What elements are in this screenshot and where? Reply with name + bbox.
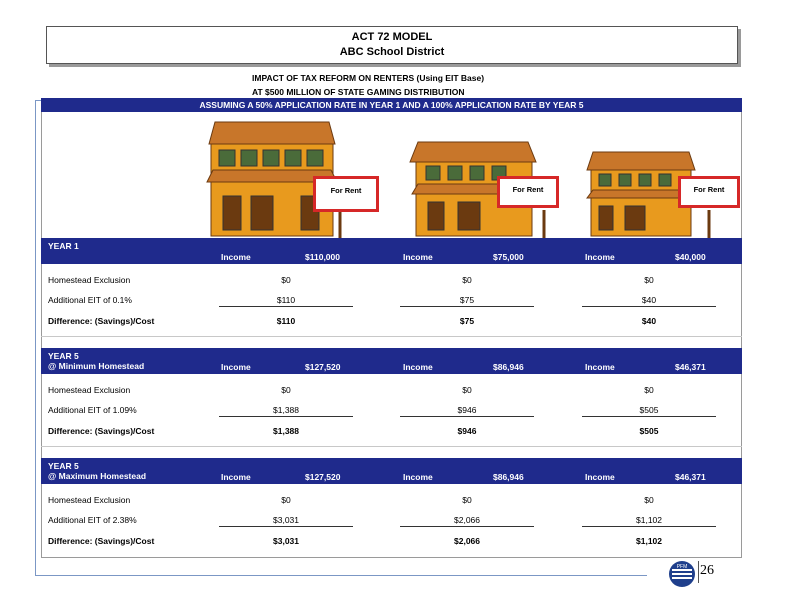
underline (219, 526, 353, 527)
row-value: $110 (276, 295, 296, 305)
title-line-2: ABC School District (339, 46, 445, 58)
row-label: Additional EIT of 0.1% (48, 295, 132, 305)
row-value: $1,102 (636, 515, 662, 525)
row-value: $0 (281, 275, 291, 285)
row-label: Difference: (Savings)/Cost (48, 536, 155, 546)
income-value: $75,000 (493, 252, 524, 262)
row-value: $75 (459, 295, 475, 305)
row-label: Homestead Exclusion (48, 495, 131, 505)
underline (219, 416, 353, 417)
row-value: $0 (462, 275, 472, 285)
section-subheading: @ Maximum Homestead (48, 471, 147, 481)
row-value: $1,102 (636, 536, 662, 546)
row-value: $110 (276, 316, 296, 326)
row-label: Homestead Exclusion (48, 385, 131, 395)
income-value: $46,371 (675, 362, 706, 372)
row-value: $1,388 (273, 426, 299, 436)
section-divider (41, 336, 742, 337)
section-heading: YEAR 1 (48, 241, 79, 251)
row-value: $505 (639, 405, 659, 415)
row-value: $0 (281, 495, 291, 505)
pfm-logo-icon (668, 560, 696, 588)
row-value: $0 (462, 385, 472, 395)
underline (400, 306, 534, 307)
underline (219, 306, 353, 307)
income-value: $127,520 (305, 472, 341, 482)
section-divider (41, 446, 742, 447)
subtitle-line-1: IMPACT OF TAX REFORM ON RENTERS (Using EIT Base) (252, 73, 485, 83)
row-value: $1,388 (273, 405, 299, 415)
section-heading: YEAR 5 (48, 351, 79, 361)
income-value: $86,946 (493, 472, 524, 482)
income-label: Income (403, 252, 433, 262)
section-subheading: @ Minimum Homestead (48, 361, 145, 371)
row-value: $3,031 (273, 515, 299, 525)
income-label: Income (221, 362, 251, 372)
for-rent-sign-1: For Rent (313, 176, 379, 212)
income-label: Income (585, 362, 615, 372)
income-value: $40,000 (675, 252, 706, 262)
for-rent-sign-2: For Rent (497, 176, 559, 208)
row-value: $0 (644, 495, 654, 505)
title-box (46, 26, 738, 64)
income-value: $127,520 (305, 362, 341, 372)
assumption-banner: ASSUMING A 50% APPLICATION RATE IN YEAR 1 AND A 100% APPLICATION RATE BY YEAR 5 (41, 98, 742, 112)
row-value: $0 (281, 385, 291, 395)
row-label: Difference: (Savings)/Cost (48, 316, 155, 326)
row-label: Additional EIT of 2.38% (48, 515, 137, 525)
income-label: Income (403, 362, 433, 372)
page-number-divider (698, 561, 699, 583)
income-value: $86,946 (493, 362, 524, 372)
row-value: $2,066 (454, 515, 480, 525)
underline (400, 416, 534, 417)
frame-line-left (35, 100, 36, 576)
subtitle (252, 71, 484, 99)
row-value: $2,066 (454, 536, 480, 546)
row-value: $3,031 (273, 536, 299, 546)
income-label: Income (221, 252, 251, 262)
income-label: Income (585, 472, 615, 482)
row-value: $946 (457, 426, 477, 436)
page-number: 26 (700, 563, 714, 578)
income-label: Income (585, 252, 615, 262)
frame-line-bottom (35, 575, 647, 576)
logo-text: PFM (676, 564, 688, 570)
row-value: $0 (462, 495, 472, 505)
row-label: Difference: (Savings)/Cost (48, 426, 155, 436)
row-label: Additional EIT of 1.09% (48, 405, 137, 415)
underline (582, 306, 716, 307)
income-value: $110,000 (305, 252, 340, 262)
title-line-1: ACT 72 MODEL (351, 31, 433, 43)
section-header-year5-min (41, 348, 742, 374)
section-header-year1 (41, 238, 742, 264)
underline (582, 416, 716, 417)
row-value: $505 (639, 426, 659, 436)
income-value: $46,371 (675, 472, 706, 482)
row-value: $75 (459, 316, 475, 326)
row-value: $0 (644, 275, 654, 285)
for-rent-sign-3: For Rent (678, 176, 740, 208)
row-value: $0 (644, 385, 654, 395)
row-value: $946 (457, 405, 477, 415)
row-label: Homestead Exclusion (48, 275, 131, 285)
subtitle-line-2: AT $500 MILLION OF STATE GAMING DISTRIBUTION (252, 87, 465, 97)
section-heading: YEAR 5 (48, 461, 79, 471)
underline (400, 526, 534, 527)
income-label: Income (403, 472, 433, 482)
row-value: $40 (641, 316, 657, 326)
income-label: Income (221, 472, 251, 482)
underline (582, 526, 716, 527)
section-header-year5-max (41, 458, 742, 484)
row-value: $40 (641, 295, 657, 305)
